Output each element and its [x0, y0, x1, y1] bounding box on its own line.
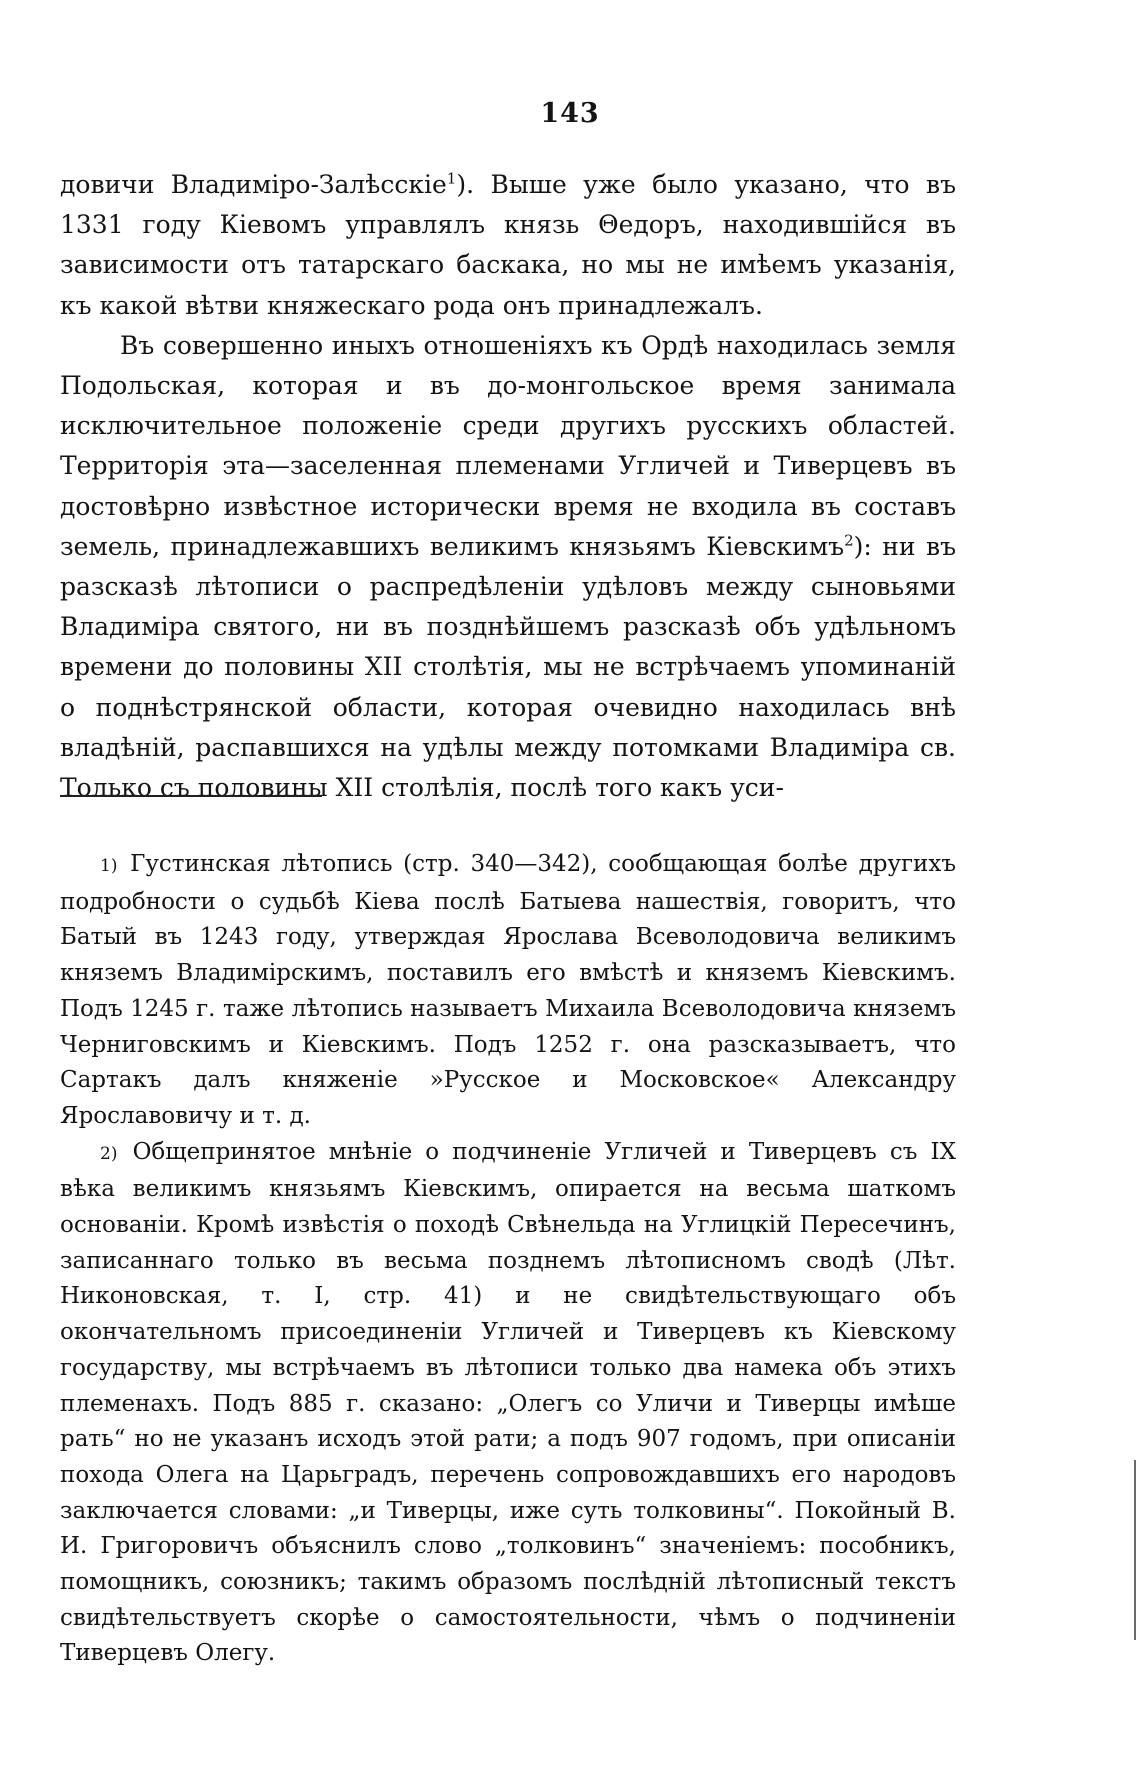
footnote-1-marker: 1) [100, 856, 118, 876]
main-text [60, 165, 956, 808]
footnote-ref-2: 2 [844, 531, 854, 550]
footnote-1 [60, 847, 956, 1135]
paragraph-1-part-a: довичи Владиміро-Залѣсскіе [60, 170, 447, 199]
paragraph-2-part-b: ): ни въ разсказѣ лѣтописи о распредѣленіи удѣловъ между сыновьями Владиміра святого, ни въ позднѣйшемъ разсказѣ объ удѣльномъ времени до половины XII столѣтія, мы не встрѣчаемъ упоминаній о поднѣстрянской области, которая очевидно находилась внѣ владѣній, распавшихся на удѣлы между потомками Владиміра св. Только съ половины XII столѣлія, послѣ того какъ уси- [60, 531, 956, 803]
paragraph-1 [60, 165, 956, 326]
page-number: 143 [540, 98, 600, 129]
footnote-2-marker: 2) [100, 1143, 118, 1164]
paragraph-2 [60, 326, 956, 808]
footnote-ref-1: 1 [446, 169, 457, 188]
footnote-2 [60, 1135, 956, 1673]
paragraph-1-part-b: ). Выше уже было указано, что въ 1331 году Кіевомъ управлялъ князь Θедоръ, находившійся въ зависимости отъ татарскаго баскака, но мы не имѣемъ указанія, къ какой вѣтви княжескаго рода онъ принадлежалъ. [60, 170, 956, 320]
footnote-2-text: Общепринятое мнѣніе о подчиненіе Угличей и Тиверцевъ съ IX вѣка великимъ князьямъ Кіевскимъ, опирается на весьма шаткомъ основаніи. Кромѣ извѣстія о походѣ Свѣнельда на Углицкій Пересечинъ, записаннаго только въ весьма позднемъ лѣтописномъ сводѣ (Лѣт. Никоновская, т. I, стр. 41) и не свидѣтельствующаго объ окончательномъ присоединеніи Угличей и Тиверцевъ къ Кіевскому государству, мы встрѣчаемъ въ лѣтописи только два намека объ этихъ племенахъ. Подъ 885 г. сказано: „Олегъ со Уличи и Тиверцы имѣше рать“ но не указанъ исходъ этой рати; а подъ 907 годомъ, при описаніи похода Олега на Царьградъ, перечень сопровождавшихъ его народовъ заключается словами: „и Тиверцы, иже суть толковины“. Покойный В. И. Григоровичъ объяснилъ слово „толковинъ“ значеніемъ: пособникъ, помощникъ, союзникъ; такимъ образомъ послѣдній лѣтописный текстъ свидѣтельствуетъ скорѣе о самостоятельности, чѣмъ о подчиненіи Тиверцевъ Олегу. [60, 1138, 956, 1667]
paragraph-2-part-a: Въ совершенно иныхъ отношеніяхъ къ Ордѣ находилась земля Подольская, которая и въ до-монгольское время занимала исключительное положеніе среди другихъ русскихъ областей. Территорія эта—заселенная племенами Угличей и Тиверцевъ въ достовѣрно извѣстное исторически время не входила въ составъ земель, принадлежавшихъ великимъ князьямъ Кіевскимъ [60, 330, 956, 561]
page-edge-shadow [1134, 1460, 1136, 1640]
footnote-1-text: Густинская лѣтопись (стр. 340—342), сообщающая болѣе другихъ подробности о судьбѣ Кіева послѣ Батыева нашествія, говоритъ, что Батый въ 1243 году, утверждая Ярослава Всеволодовича великимъ княземъ Владимірскимъ, поставилъ его вмѣстѣ и княземъ Кіевскимъ. Подъ 1245 г. таже лѣтопись называетъ Михаила Всеволодовича княземъ Черниговскимъ и Кіевскимъ. Подъ 1252 г. она разсказываетъ, что Сартакъ далъ княженіе »Русское и Московское« Александру Ярославовичу и т. д. [60, 851, 956, 1129]
footnote-separator [60, 795, 322, 797]
footnotes [60, 847, 956, 1672]
